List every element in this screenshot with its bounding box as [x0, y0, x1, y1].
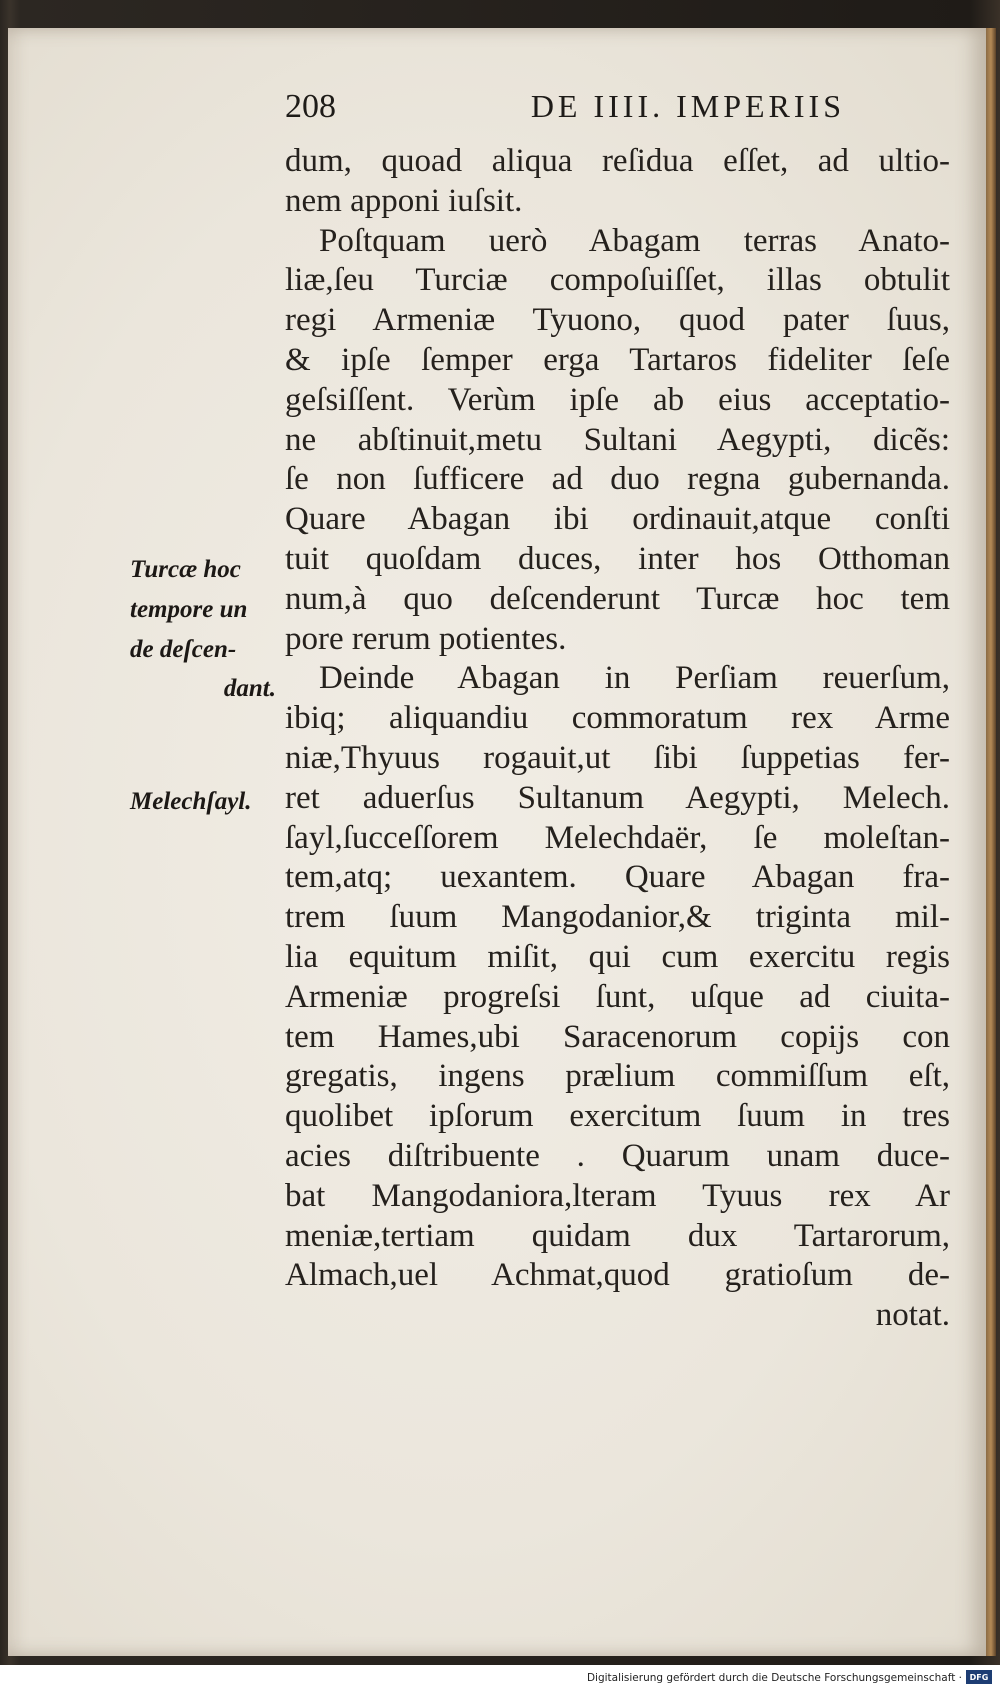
text-line: & ipſe ſemper erga Tartaros fideliter ſeſe: [285, 341, 950, 378]
text-line: num,à quo deſcenderunt Turcæ hoc tem: [285, 580, 950, 617]
text-line: tem Hames,ubi Saracenorum copijs con: [285, 1018, 950, 1055]
text-line: ſe non ſufficere ad duo regna gubernanda.: [285, 461, 950, 498]
text-line: ne abſtinuit,metu Sultani Aegypti, dicẽs:: [285, 421, 950, 458]
text-line: niæ,Thyuus rogauit,ut ſibi ſuppetias fer-: [285, 739, 950, 776]
marginal-note-line: tempore un: [130, 595, 248, 623]
marginal-note-melechsayl: [130, 782, 280, 822]
dfg-logo: DFG: [966, 1670, 992, 1684]
digitization-credit: Digitalisierung gefördert durch die Deutsche Forschungsgemeinschaft ·: [586, 1672, 962, 1684]
text-line: quolibet ipſorum exercitum ſuum in tres: [285, 1098, 950, 1135]
marginal-note-line: Turcæ hoc: [130, 556, 241, 583]
text-line: liæ,ſeu Turciæ compoſuiſſet, illas obtulit: [285, 262, 950, 299]
paragraph-start-line: Poſtquam uerò Abagam terras Anato-: [319, 222, 950, 259]
text-line: tem,atq; uexantem. Quare Abagan fra-: [285, 859, 950, 896]
text-line: notat.: [875, 1297, 950, 1334]
marginal-note-line: Melechſayl.: [130, 788, 252, 815]
text-line: Almach,uel Achmat,quod gratioſum de-: [285, 1257, 950, 1294]
text-line: pore rerum potientes.: [285, 620, 567, 657]
paragraph-start-line: Deinde Abagan in Perſiam reuerſum,: [319, 660, 950, 697]
text-line: meniæ,tertiam quidam dux Tartarorum,: [285, 1217, 950, 1254]
text-line: bat Mangodaniora,lteram Tyuus rex Ar: [285, 1177, 950, 1214]
text-line: acies diſtribuente . Quarum unam duce-: [285, 1137, 950, 1174]
text-line: Quare Abagan ibi ordinauit,atque conſti: [285, 501, 950, 538]
text-line: ſayl,ſucceſſorem Melechdaër, ſe moleſtan-: [285, 819, 950, 856]
text-line: dum, quoad aliqua reſidua eſſet, ad ultio-: [285, 143, 950, 179]
text-line: trem ſuum Mangodanior,& triginta mil-: [285, 899, 950, 936]
text-line: ret aduerſus Sultanum Aegypti, Melech.: [285, 779, 950, 816]
page-edge: [986, 28, 996, 1656]
page-header: [285, 88, 845, 126]
marginal-note-line: dant.: [223, 675, 276, 703]
text-line: tuit quoſdam duces, inter hos Otthoman: [285, 540, 950, 577]
text-line: gregatis, ingens prælium commiſſum eſt,: [285, 1058, 950, 1095]
marginal-note-turcae: [130, 550, 280, 709]
running-title: DE IIII. IMPERIIS: [530, 88, 845, 124]
text-line: ibiq; aliquandiu commoratum rex Arme: [285, 700, 950, 737]
text-line: geſsiſſent. Verùm ipſe ab eius acceptatio-: [285, 381, 950, 418]
body-text: [285, 142, 950, 1336]
marginal-note-line: de deſcen-: [130, 635, 237, 663]
page-number: 208: [285, 88, 336, 125]
text-line: nem apponi iuſsit.: [285, 182, 523, 219]
text-line: Armeniæ progreſsi ſunt, uſque ad ciuita-: [285, 978, 950, 1015]
text-line: lia equitum miſit, qui cum exercitu regis: [285, 938, 950, 975]
text-line: regi Armeniæ Tyuono, quod pater ſuus,: [285, 302, 950, 339]
